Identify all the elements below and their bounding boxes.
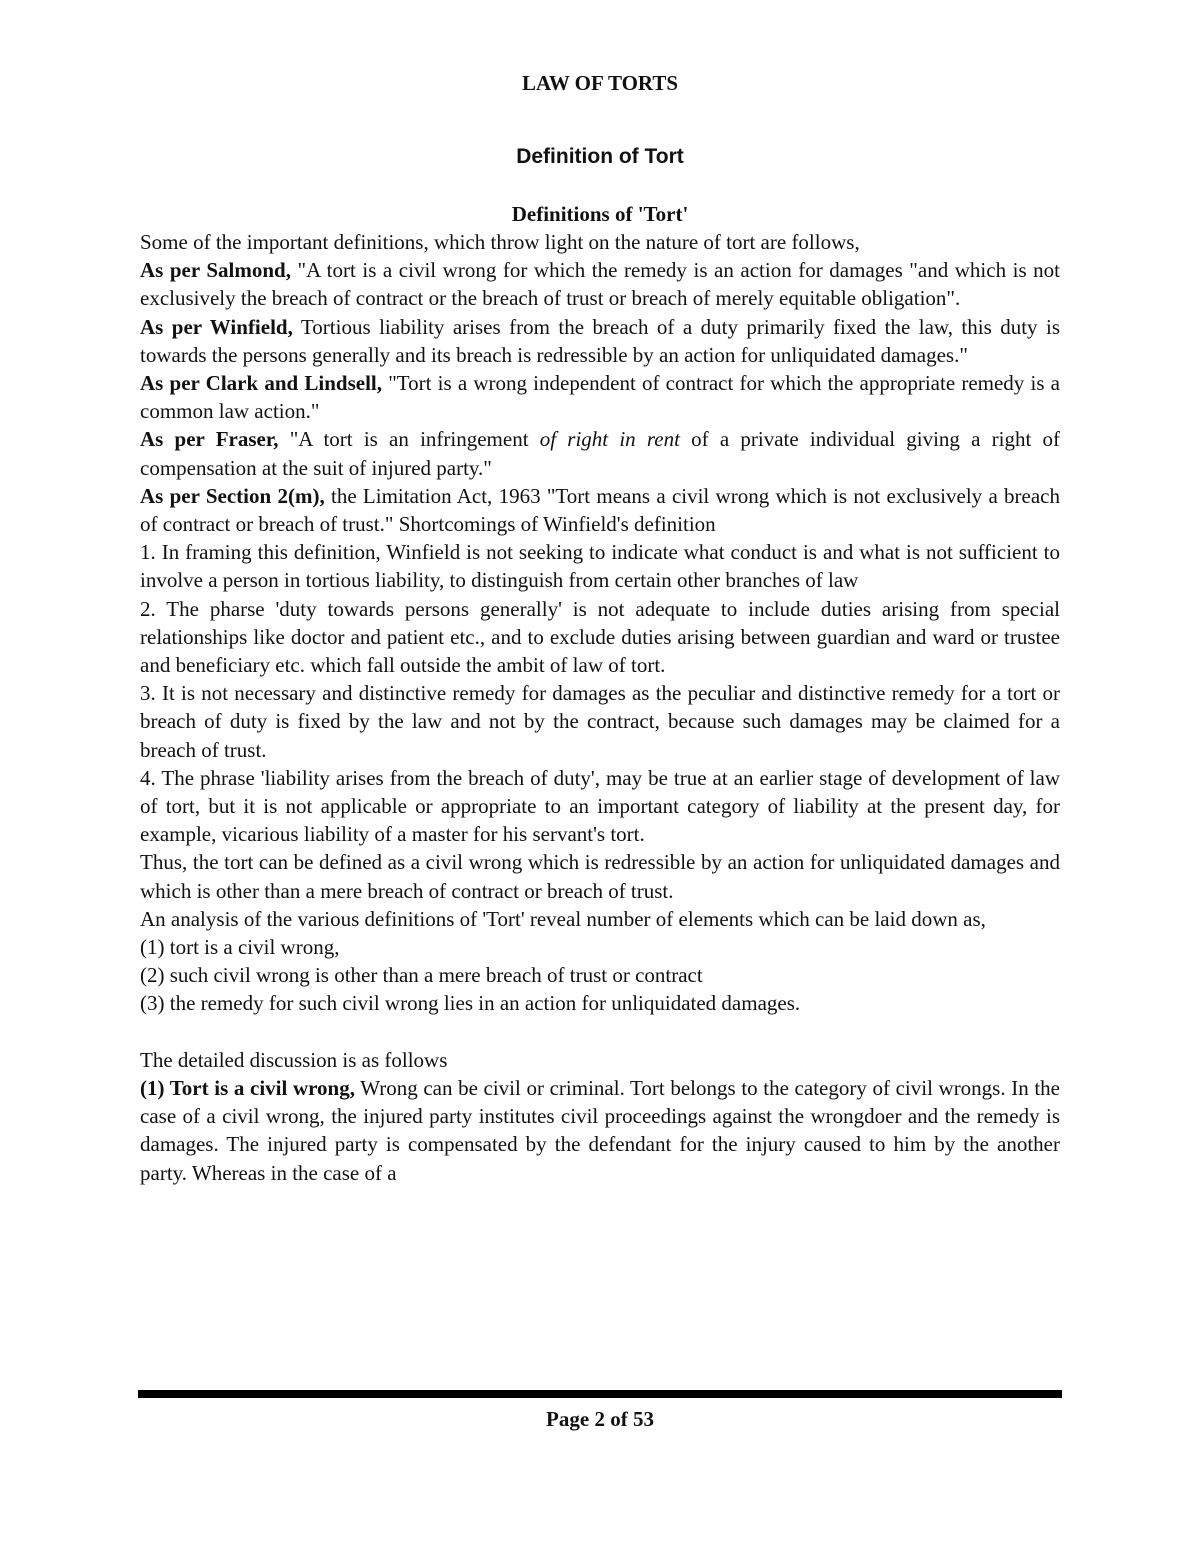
fraser-definition <box>140 425 1060 481</box>
clark-lindsell-definition <box>140 369 1060 425</box>
shortcoming-item: 1. In framing this definition, Winfield is not seeking to indicate what conduct is and what is not sufficient to involve a person in tortious liability, to distinguish from certain other branches of law <box>140 540 1060 593</box>
fraser-text-after: of a private individual giving a right of compensation at the suit of injured party." <box>140 427 1060 480</box>
section-2m-label: As per Section 2(m), <box>140 483 325 508</box>
page-number: Page 2 of 53 <box>546 1407 654 1431</box>
salmond-definition <box>140 256 1060 312</box>
winfield-label: As per Winfield, <box>140 314 293 339</box>
element-item: (2) such civil wrong is other than a mere breach of trust or contract <box>140 963 703 988</box>
subsection-title: Definitions of 'Tort' <box>511 202 689 226</box>
civil-wrong-text: Wrong can be civil or criminal. Tort belongs to the category of civil wrongs. In the case of a civil wrong, the injured party institutes civil proceedings against the wrongdoer and the remedy is damages. The injured party is compensated by the defendant for the injury caused to him by the another party. Whereas in the case of a <box>140 1075 1060 1185</box>
civil-wrong-paragraph <box>140 1074 1060 1187</box>
intro-paragraph: Some of the important definitions, which throw light on the nature of tort are follows, <box>140 230 860 254</box>
shortcoming-item: 2. The pharse 'duty towards persons generally' is not adequate to include duties arising from special relationships like doctor and patient etc., and to exclude duties arising between guardian and ward or trustee and beneficiary etc. which fall outside the ambit of law of tort. <box>140 596 1060 678</box>
element-item: (3) the remedy for such civil wrong lies in an action for unliquidated damages. <box>140 991 801 1016</box>
winfield-text: Tortious liability arises from the breach of a duty primarily fixed the law, this duty is towards the persons generally and its breach is redressible by an action for unliquidated damages." <box>140 314 1060 367</box>
salmond-text: "A tort is a civil wrong for which the remedy is an action for damages "and which is not exclusively the breach of contract or the breach of trust or breach of merely equitable obligation". <box>140 258 1060 311</box>
civil-wrong-label: (1) Tort is a civil wrong, <box>140 1075 355 1100</box>
thus-paragraph: Thus, the tort can be defined as a civil wrong which is redressible by an action for unliquidated damages and which is other than a mere breach of contract or breach of trust. <box>140 850 1060 903</box>
document-page <box>140 68 1060 1187</box>
discussion-intro: The detailed discussion is as follows <box>140 1047 448 1072</box>
section-2m-definition <box>140 482 1060 538</box>
section-2m-text: the Limitation Act, 1963 "Tort means a civil wrong which is not exclusively a breach of contract or breach of trust." Shortcomings of Winfield's definition <box>140 483 1060 537</box>
clark-lindsell-label: As per Clark and Lindsell, <box>140 371 382 396</box>
clark-lindsell-text: "Tort is a wrong independent of contract for which the appropriate remedy is a common law action." <box>140 371 1060 424</box>
blank-line <box>140 1018 1060 1046</box>
fraser-text-before: "A tort is an infringement <box>278 427 540 452</box>
shortcoming-item: 3. It is not necessary and distinctive remedy for damages as the peculiar and distinctive remedy for a tort or breach of duty is fixed by the law and not by the contract, because such damages may be claimed for a breach of trust. <box>140 681 1060 762</box>
winfield-definition <box>140 313 1060 369</box>
footer-rule <box>138 1390 1062 1398</box>
salmond-label: As per Salmond, <box>140 258 291 283</box>
analysis-paragraph: An analysis of the various definitions of 'Tort' reveal number of elements which can be laid down as, <box>140 906 986 931</box>
shortcoming-item: 4. The phrase 'liability arises from the breach of duty', may be true at an earlier stage of development of law of tort, but it is not applicable or appropriate to an important category of liability at the present day, for example, vicarious liability of a master for his servant's tort. <box>140 765 1060 847</box>
section-title: Definition of Tort <box>516 145 684 168</box>
document-header-title: LAW OF TORTS <box>521 71 679 95</box>
fraser-italic-phrase: of right in rent <box>539 427 680 452</box>
element-item: (1) tort is a civil wrong, <box>140 935 340 960</box>
fraser-label: As per Fraser, <box>140 427 279 452</box>
